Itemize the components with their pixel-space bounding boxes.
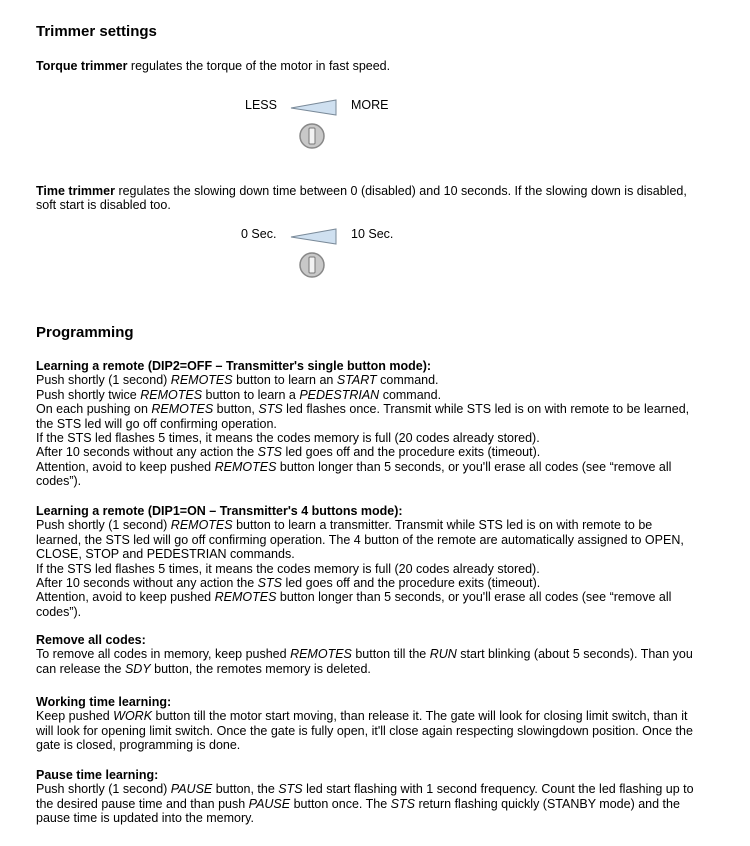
text-line [36,460,716,474]
text-run: button longer than 5 seconds, or you'll erase all codes (see “remove all [276,459,672,474]
text-run: gate is closed, programming is done. [36,738,241,753]
text-run: STS [390,796,415,811]
text-line [36,782,716,796]
learning-remote-single-button [36,359,716,489]
torque-trimmer-description [36,59,716,73]
text-run: regulates the torque of the motor in fast speed. [127,59,391,73]
text-line [36,388,716,402]
text-run: command. [376,373,439,388]
text-run: REMOTES [214,459,277,474]
text-run: will look for opening limit switch. Once the gate is fully open, it'll close again respecting slowingdown position. Once the [36,723,693,738]
text-run: button once. The [290,796,391,811]
text-run: return flashing quickly (STANBY mode) and the [414,796,680,811]
text-line [36,590,716,604]
torque-trimmer-label: Torque trimmer [36,59,128,73]
working-time-heading: Working time learning: [36,695,172,709]
text-run: PAUSE [248,796,291,811]
text-line [36,768,716,782]
time-wedge-icon [289,227,339,247]
time-trimmer-label: Time trimmer [36,184,115,198]
text-line [36,633,716,647]
text-run: button, [213,402,259,417]
text-line [36,359,716,373]
pause-time-learning [36,768,716,826]
text-run: SDY [124,661,151,676]
text-line [36,518,716,532]
text-run: learned, the STS led will go off confirming operation. The 4 button of the remote are automatically assigned to OPEN, [36,532,684,547]
text-run: button to learn an [232,373,337,388]
text-run: Attention, avoid to keep pushed [36,590,215,605]
text-run: REMOTES [170,518,233,533]
remove-all-codes-heading: Remove all codes: [36,633,146,647]
text-run: button till the [351,647,430,662]
text-run: To remove all codes in memory, keep pushed [36,647,291,662]
text-run: led start flashing with 1 second frequency. Count the led flashing up to [302,782,694,797]
text-run: If the STS led flashes 5 times, it means the codes memory is full (20 codes already stored). [36,561,540,576]
text-line [36,184,716,198]
text-line [36,662,716,676]
text-run: REMOTES [290,647,352,662]
text-run: button to learn a transmitter. Transmit while STS led is on with remote to be [232,518,653,533]
torque-less-label: LESS [245,98,277,112]
learning-remote-single-heading: Learning a remote (DIP2=OFF – Transmitter's single button mode): [36,359,432,373]
text-run: Push shortly (1 second) [36,518,171,533]
text-run: PAUSE [170,782,213,797]
text-run: button, the remotes memory is deleted. [150,661,371,676]
text-run: start blinking (about 5 seconds). Than you [456,647,693,662]
text-run: Push shortly (1 second) [36,782,171,797]
text-run: REMOTES [214,590,277,605]
text-run: After 10 seconds without any action the [36,445,258,460]
text-run: STS [258,402,283,417]
text-run: STS [257,445,282,460]
text-run: regulates the slowing down time between 0 (disabled) and 10 seconds. If the slowing down is disabled, [114,184,687,198]
text-run: If the STS led flashes 5 times, it means the codes memory is full (20 codes already stored). [36,431,540,446]
text-run: the STS led will go off confirming operation. [36,416,277,431]
learning-remote-four-buttons [36,504,716,619]
time-min-label: 0 Sec. [241,227,277,241]
text-run: REMOTES [140,387,203,402]
text-run: CLOSE, STOP and PEDESTRIAN commands. [36,547,295,562]
text-run: button, the [212,782,279,797]
text-run: STS [278,782,303,797]
text-run: Push shortly (1 second) [36,373,171,388]
text-run: REMOTES [170,373,233,388]
text-run: REMOTES [151,402,214,417]
text-run: led flashes once. Transmit while STS led is on with remote to be learned, [282,402,690,417]
text-run: button to learn a [202,387,300,402]
text-run: the desired pause time and than push [36,796,249,811]
torque-wedge-icon [289,98,339,118]
text-run: On each pushing on [36,402,152,417]
text-line [36,647,716,661]
text-line [36,373,716,387]
text-line [36,445,716,459]
text-run: led goes off and the procedure exits (timeout). [281,576,541,591]
text-run: Attention, avoid to keep pushed [36,459,215,474]
text-line [36,695,716,709]
learning-remote-four-heading: Learning a remote (DIP1=ON – Transmitter's 4 buttons mode): [36,504,403,518]
text-run: can release the [36,661,125,676]
torque-trimmer-knob-icon [299,123,327,151]
text-run: codes”). [36,604,82,619]
text-run: command. [379,387,442,402]
working-time-learning [36,695,716,753]
text-run: Push shortly twice [36,387,141,402]
text-run: After 10 seconds without any action the [36,576,258,591]
text-line [36,576,716,590]
section-title-programming: Programming [36,324,134,341]
section-title-trimmer: Trimmer settings [36,23,157,40]
torque-more-label: MORE [351,98,389,112]
pause-time-heading: Pause time learning: [36,768,159,782]
text-run: START [336,373,377,388]
text-run: pause time is updated into the memory. [36,811,254,826]
text-run: soft start is disabled too. [36,198,171,213]
time-max-label: 10 Sec. [351,227,394,241]
text-line [36,504,716,518]
text-run: button till the motor start moving, than release it. The gate will look for closing limit switch, than it [152,709,688,724]
text-run: WORK [113,709,153,724]
time-trimmer-description [36,184,716,213]
text-run: Keep pushed [36,709,114,724]
text-line [36,709,716,723]
text-run: RUN [429,647,457,662]
text-line [36,797,716,811]
text-line [36,402,716,416]
text-run: STS [257,576,282,591]
time-trimmer-knob-icon [299,252,327,280]
text-run: codes”). [36,474,82,489]
text-run: PEDESTRIAN [299,387,380,402]
remove-all-codes [36,633,716,676]
text-run: led goes off and the procedure exits (timeout). [281,445,541,460]
text-run: button longer than 5 seconds, or you'll erase all codes (see “remove all [276,590,672,605]
